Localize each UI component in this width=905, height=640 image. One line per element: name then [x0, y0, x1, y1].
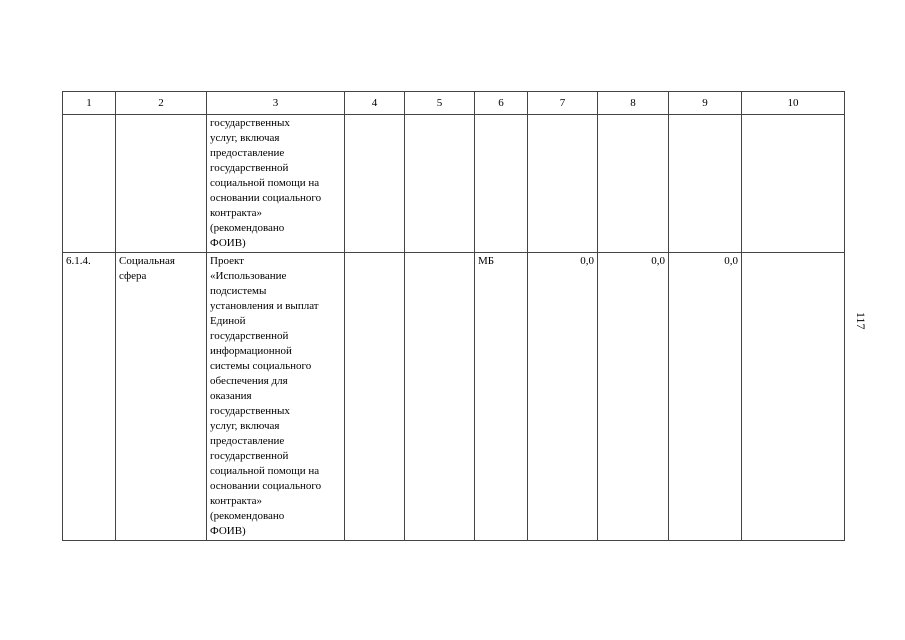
cell-empty [475, 115, 528, 253]
cell-empty [669, 115, 742, 253]
cell-col5 [405, 253, 475, 541]
page-number: 117 [854, 312, 868, 330]
cell-item-number: 6.1.4. [63, 253, 116, 541]
header-cell: 10 [742, 92, 845, 115]
cell-col10 [742, 253, 845, 541]
header-cell: 8 [598, 92, 669, 115]
header-cell: 6 [475, 92, 528, 115]
cell-funding-source: МБ [475, 253, 528, 541]
header-cell: 7 [528, 92, 598, 115]
header-cell: 9 [669, 92, 742, 115]
cell-col4 [345, 253, 405, 541]
cell-empty [405, 115, 475, 253]
cell-empty [116, 115, 207, 253]
cell-project: Проект «Использование подсистемы установления и выплат Единой государственной информационной системы социального обеспечения для оказания государственных услуг, включая предоставление государственной социальной помощи на основании социального контракта» (рекомендовано ФОИВ) [207, 253, 345, 541]
cell-empty [598, 115, 669, 253]
cell-project-continued: государственных услуг, включая предоставление государственной социальной помощи на основании социального контракта» (рекомендовано ФОИВ) [207, 115, 345, 253]
header-row [63, 92, 845, 115]
cell-value-7: 0,0 [528, 253, 598, 541]
cell-empty [63, 115, 116, 253]
header-cell: 2 [116, 92, 207, 115]
cell-empty [345, 115, 405, 253]
cell-empty [742, 115, 845, 253]
header-cell: 4 [345, 92, 405, 115]
cell-empty [528, 115, 598, 253]
header-cell: 3 [207, 92, 345, 115]
cell-value-9: 0,0 [669, 253, 742, 541]
header-cell: 5 [405, 92, 475, 115]
table-row-continued [63, 115, 845, 253]
cell-value-8: 0,0 [598, 253, 669, 541]
header-cell: 1 [63, 92, 116, 115]
table-row [63, 253, 845, 541]
budget-table [62, 91, 845, 541]
cell-sphere: Социальная сфера [116, 253, 207, 541]
